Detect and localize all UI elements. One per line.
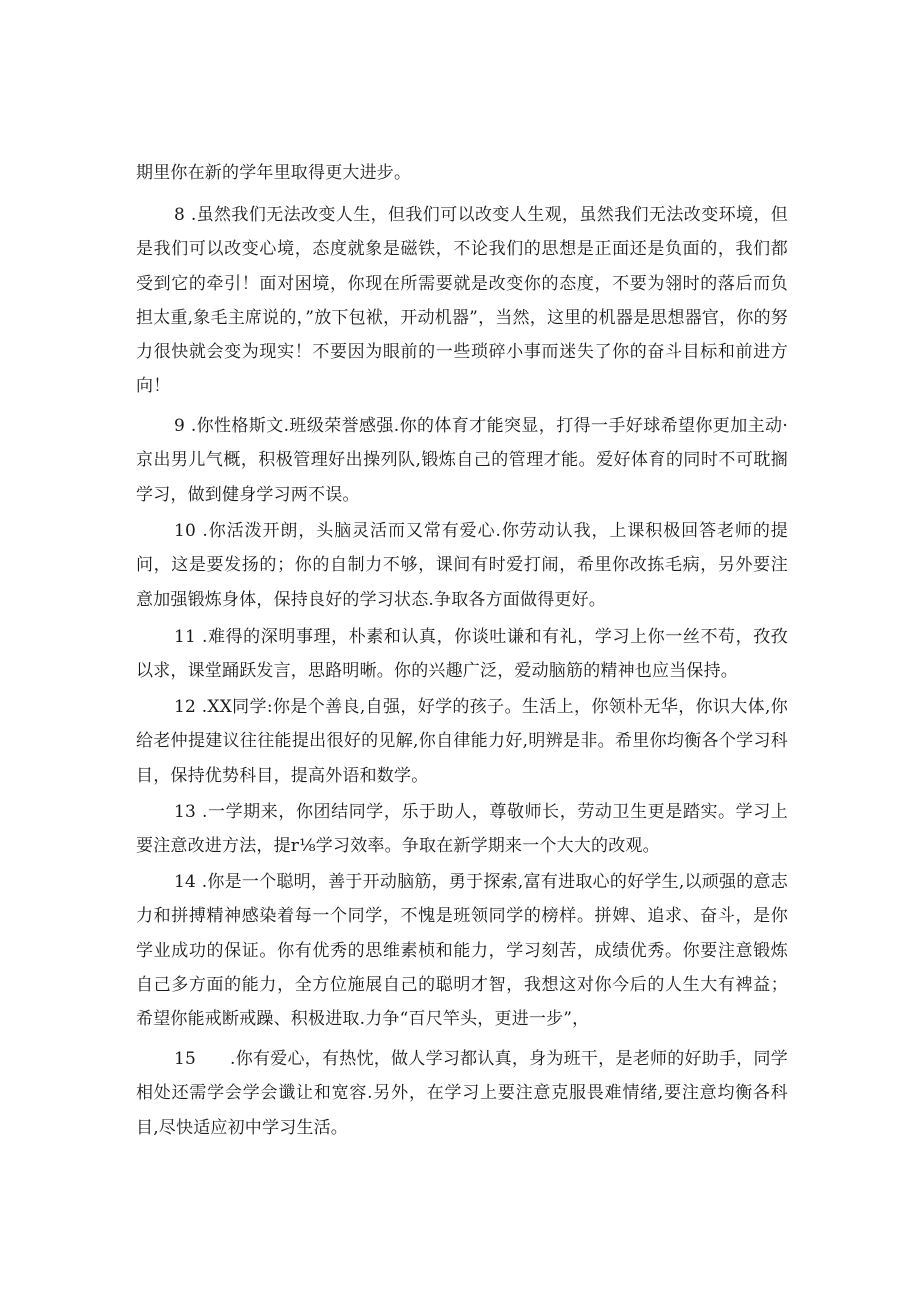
paragraph-10: 10 .你活泼开朗，头脑灵活而又常有爱心.你劳动认我，上课积极回答老师的提问，这是要发扬的；你的自制力不够，课间有时爱打闹，希里你改拣毛病，另外要注意加强锻炼身体，保持良好的学习状态.争取各方面做得更好。 — [136, 521, 788, 610]
paragraph-continuation: 期里你在新的学年里取得更大进步。 — [136, 163, 412, 183]
paragraph-8: 8 .虽然我们无法改变人生，但我们可以改变人生观，虽然我们无法改变环境，但是我们可以改变心境，态度就象是磁铁，不论我们的思想是正面还是负面的，我们都受到它的牵引！面对困境，你现在所需要就是改变你的态度，不要为翎时的落后而负担太重,象毛主席说的，”放下包袱，开动机器”，当然，这里的机器是思想器官，你的努力很快就会变为现实！不要因为眼前的一些琐碎小事而迷失了你的奋斗目标和前进方向！ — [136, 205, 788, 397]
paragraph-12: 12 .XX同学:你是个善良,自强，好学的孩子。生活上，你领朴无华，你识大体,你给老仲提建议往往能提出很好的见解,你自律能力好,明辨是非。希里你均衡各个学习科目，保持优势科目，提高外语和数学。 — [136, 697, 788, 786]
paragraph-15-number: 15 — [174, 1049, 197, 1069]
paragraph-9: 9 .你性格斯文.班级荣誉感强.你的体育才能突显，打得一手好球希望你更加主动·京出男儿气概，积极管理好出操列队,锻炼自己的管理才能。爱好体育的同时不可耽搁学习，做到健身学习两不误。 — [136, 416, 788, 505]
paragraph-14: 14 .你是一个聪明，善于开动脑筋，勇于探索,富有进取心的好学生,以顽强的意志力和拼搏精神感染着每一个同学，不愧是班领同学的榜样。拼婢、追求、奋斗，是你学业成功的保证。你有优秀的思维素桢和能力，学习刻苦，成绩优秀。你要注意锻炼自己多方面的能力，全方位施展自己的聪明才智，我想这对你今后的人生大有裨益；希望你能戒断戒躁、积极进取.力争“百尺竿头，更进一步”， — [136, 872, 788, 1030]
paragraph-11: 11 .难得的深明事理，朴素和认真，你谈吐谦和有礼，学习上你一丝不苟，孜孜以求，课堂踊跃发言，思路明晰。你的兴趣广泛，爱动脑筋的精神也应当保持。 — [136, 627, 788, 682]
paragraph-15 — [136, 1042, 788, 1145]
paragraph-15-body: .你有爱心，有热忱，做人学习都认真，身为班干，是老师的好助手，同学相处还需学会学会谶让和宽容.另外，在学习上要注意克服畏难情绪,要注意均衡各科目,尽快适应初中学习生活。 — [136, 1049, 788, 1138]
paragraph-13: 13 .一学期来，你团结同学，乐于助人，尊敬师长，劳动卫生更是踏实。学习上要注意改进方法，提r⅛学习效率。争取在新学期来一个大大的改观。 — [136, 802, 788, 857]
